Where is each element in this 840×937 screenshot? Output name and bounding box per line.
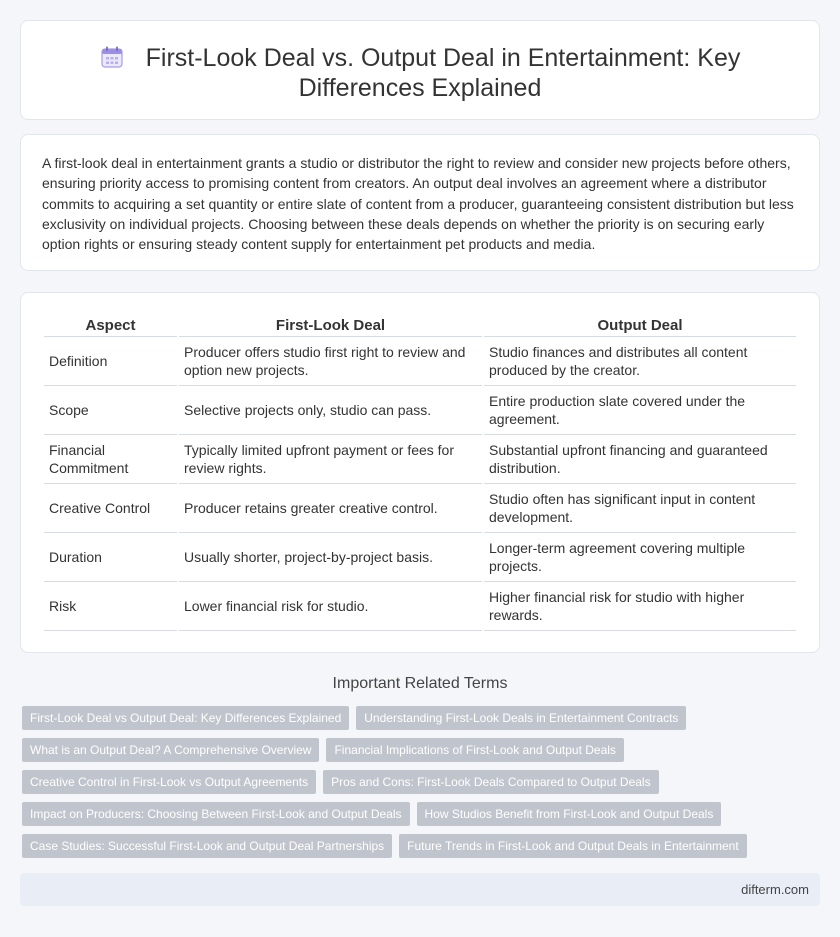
table-row [44,386,796,435]
page-title: First-Look Deal vs. Output Deal in Entertainment: Key Differences Explained [145,44,741,102]
cell-aspect: Scope [44,386,177,435]
cell-first-look: Producer offers studio first right to review and option new projects. [179,337,482,386]
cell-output: Studio often has significant input in content development. [484,484,796,533]
intro-paragraph: A first-look deal in entertainment grants a studio or distributor the right to review and consider new projects before others, ensuring priority access to promising content from creators. An output deal involves an agreement where a distributor commits to acquiring a set quantity or entire slate of content from a producer, guaranteeing consistent distribution but less exclusivity on individual projects. Choosing between these deals depends on whether the priority is on securing early option rights or ensuring steady content supply for entertainment pet products and media. [42,155,794,253]
header-output: Output Deal [484,316,796,337]
cell-output: Entire production slate covered under the agreement. [484,386,796,435]
table-row [44,533,796,582]
cell-aspect: Definition [44,337,177,386]
cell-output: Higher financial risk for studio with higher rewards. [484,582,796,631]
calendar-icon [100,45,124,69]
cell-first-look: Selective projects only, studio can pass. [179,386,482,435]
table-row [44,484,796,533]
cell-first-look: Producer retains greater creative control. [179,484,482,533]
intro-card [20,134,820,271]
related-term-link[interactable]: What is an Output Deal? A Comprehensive Overview [22,738,319,762]
table-row [44,337,796,386]
cell-output: Studio finances and distributes all content produced by the creator. [484,337,796,386]
header-first-look: First-Look Deal [179,316,482,337]
related-term-link[interactable]: Creative Control in First-Look vs Output Agreements [22,770,316,794]
related-term-link[interactable]: Future Trends in First-Look and Output Deals in Entertainment [399,834,747,858]
cell-output: Substantial upfront financing and guaranteed distribution. [484,435,796,484]
cell-aspect: Duration [44,533,177,582]
cell-aspect: Creative Control [44,484,177,533]
related-term-link[interactable]: Case Studies: Successful First-Look and Output Deal Partnerships [22,834,392,858]
related-term-link[interactable]: Understanding First-Look Deals in Entertainment Contracts [356,706,686,730]
related-term-link[interactable]: How Studios Benefit from First-Look and Output Deals [417,802,722,826]
table-header-row [44,316,796,337]
cell-output: Longer-term agreement covering multiple projects. [484,533,796,582]
site-name[interactable]: difterm.com [741,882,809,897]
cell-first-look: Typically limited upfront payment or fees for review rights. [179,435,482,484]
related-term-link[interactable]: Pros and Cons: First-Look Deals Compared to Output Deals [323,770,658,794]
cell-aspect: Financial Commitment [44,435,177,484]
table-row [44,435,796,484]
related-terms-list [22,706,822,866]
related-term-link[interactable]: First-Look Deal vs Output Deal: Key Differences Explained [22,706,349,730]
header-aspect: Aspect [44,316,177,337]
cell-aspect: Risk [44,582,177,631]
cell-first-look: Usually shorter, project-by-project basis. [179,533,482,582]
related-term-link[interactable]: Impact on Producers: Choosing Between First-Look and Output Deals [22,802,410,826]
footer [20,873,820,906]
comparison-card [20,292,820,653]
page-title-row [21,43,819,103]
related-terms-title: Important Related Terms [332,675,508,692]
cell-first-look: Lower financial risk for studio. [179,582,482,631]
title-card [20,20,820,120]
related-term-link[interactable]: Financial Implications of First-Look and Output Deals [326,738,623,762]
comparison-table [42,316,798,631]
table-row [44,582,796,631]
